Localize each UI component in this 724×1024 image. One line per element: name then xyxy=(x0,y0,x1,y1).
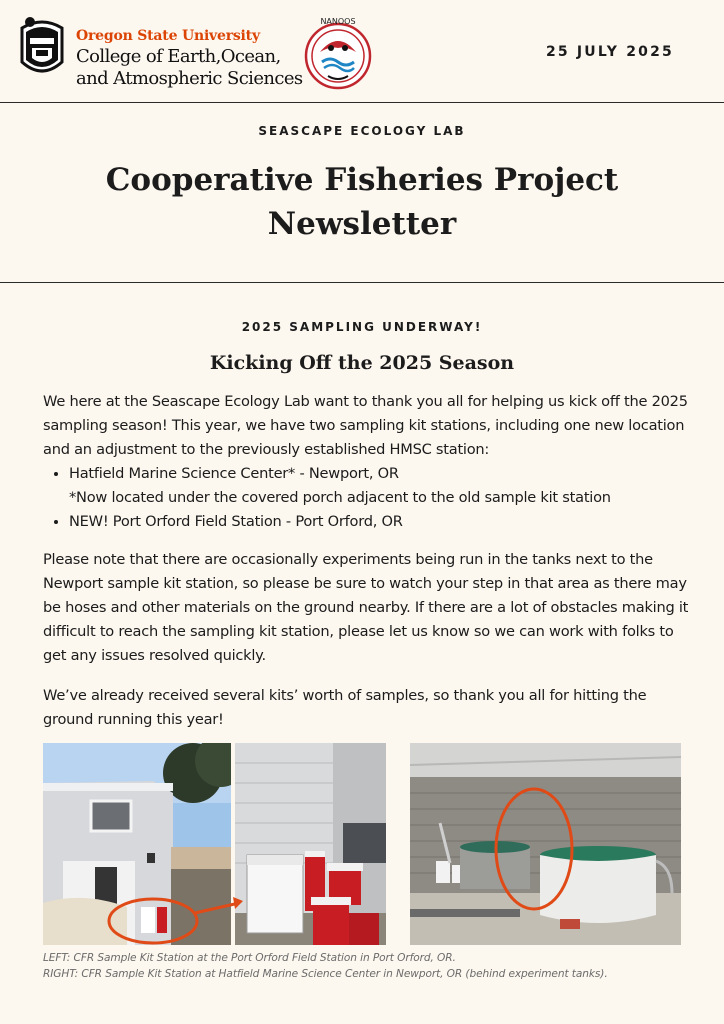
station-text: NEW! Port Orford Field Station - Port Orford, OR xyxy=(69,513,403,530)
university-name: Oregon State University xyxy=(76,28,260,44)
college-name-line1: College of Earth,Ocean, xyxy=(76,46,281,67)
hmsc-photo xyxy=(410,743,681,945)
title-line-2: Newsletter xyxy=(267,206,457,242)
lab-name: SEASCAPE ECOLOGY LAB xyxy=(258,124,466,138)
section-label: 2025 SAMPLING UNDERWAY! xyxy=(241,320,483,334)
nanoos-label: NANOOS xyxy=(320,17,356,26)
intro-paragraph: We here at the Seascape Ecology Lab want to thank you all for helping us kick off the 2025 sampling season! This year, we have two sampling kit stations, including one new location and an adjustment to the previously established HMSC station: xyxy=(43,393,688,458)
caption-right: RIGHT: CFR Sample Kit Station at Hatfield Marine Science Center in Newport, OR (behind experiment tanks). xyxy=(43,968,608,980)
caption-left: LEFT: CFR Sample Kit Station at the Port Orford Field Station in Port Orford, OR. xyxy=(43,952,456,964)
caution-paragraph: Please note that there are occasionally experiments being run in the tanks next to the Newport sample kit station, so please be sure to watch your step in that area as there may be hoses and other materials on the ground nearby. If there are a lot of obstacles making it difficult to reach the sampling kit station, please let us know so we can work with folks to get any issues resolved quickly. xyxy=(43,551,689,664)
masthead-divider xyxy=(0,282,724,283)
thanks-paragraph: We’ve already received several kits’ worth of samples, so thank you all for hitting the ground running this year! xyxy=(43,687,647,728)
station-text: Hatfield Marine Science Center* - Newport, OR xyxy=(69,465,399,482)
port-orford-photo xyxy=(43,743,386,945)
newsletter-date: 25 JULY 2025 xyxy=(545,44,674,60)
station-item xyxy=(69,462,691,510)
station-list xyxy=(43,462,691,534)
college-name-line2: and Atmospheric Sciences xyxy=(76,68,303,89)
article-body xyxy=(43,390,691,534)
article-heading: Kicking Off the 2025 Season xyxy=(209,352,515,374)
station-item xyxy=(69,510,691,534)
station-note: *Now located under the covered porch adjacent to the old sample kit station xyxy=(69,489,611,506)
header-divider xyxy=(0,102,724,103)
osu-beaver-logo xyxy=(16,14,68,84)
title-line-1: Cooperative Fisheries Project xyxy=(105,162,619,198)
nanoos-logo xyxy=(298,12,378,92)
photo-caption xyxy=(43,950,683,982)
newsletter-title xyxy=(0,158,724,246)
